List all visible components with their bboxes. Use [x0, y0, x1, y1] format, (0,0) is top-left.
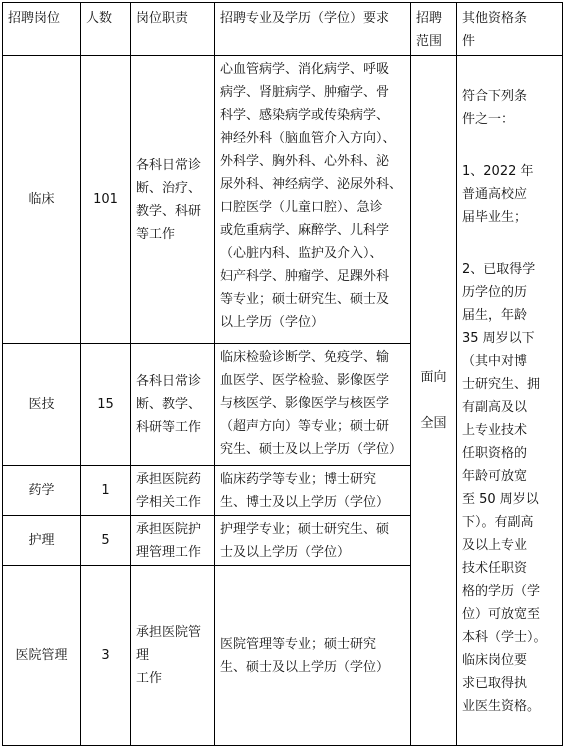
duties-cell: 承担医院护 理管理工作 [131, 516, 215, 566]
duties-cell: 各科日常诊 断、教学、 科研等工作 [131, 344, 215, 466]
count-cell: 3 [81, 566, 131, 746]
header-row [3, 3, 563, 56]
header-other: 其他资格条 件 [457, 3, 563, 56]
requirements-cell: 临床药学等专业；博士研究 生、博士及以上学历（学位） [215, 466, 411, 516]
count-cell: 101 [81, 56, 131, 344]
header-requirements: 招聘专业及学历（学位）要求 [215, 3, 411, 56]
requirements-cell: 护理学专业；硕士研究生、硕 士及以上学历（学位） [215, 516, 411, 566]
duties-cell: 承担医院管理 工作 [131, 566, 215, 746]
position-cell: 医院管理 [3, 566, 81, 746]
header-duties: 岗位职责 [131, 3, 215, 56]
scope-cell: 面向 全国 [411, 56, 457, 746]
other-intro: 符合下列条 件之一： [462, 89, 528, 127]
requirements-cell: 临床检验诊断学、免疫学、输 血医学、医学检验、影像医学 与核医学、影像医学与核医学 （超声方向）等专业；硕士研 究生、硕士及以上学历（学位） [215, 344, 411, 466]
duties-cell: 各科日常诊 断、治疗、 教学、科研 等工作 [131, 56, 215, 344]
header-scope: 招聘 范围 [411, 3, 457, 56]
other-conditions-cell [457, 56, 563, 746]
position-cell: 药学 [3, 466, 81, 516]
count-cell: 15 [81, 344, 131, 466]
position-cell: 临床 [3, 56, 81, 344]
position-cell: 医技 [3, 344, 81, 466]
table-row [3, 56, 563, 344]
position-cell: 护理 [3, 516, 81, 566]
recruitment-table [2, 2, 563, 746]
other-item-2: 2、已取得学 历学位的历 届生，年龄 35 周岁以下 （其中对博 士研究生、拥 有副高及以 上专业技术 任职资格的 年龄可放宽 至 50 周岁以 下）。有副高 及以上专业 技术任职资 格的学历（学 位）可放宽至 本科（学士）。 临床岗位要 求已取得执 业医生资格。 [462, 262, 547, 714]
duties-cell: 承担医院药 学相关工作 [131, 466, 215, 516]
requirements-cell: 医院管理等专业；硕士研究 生、硕士及以上学历（学位） [215, 566, 411, 746]
requirements-cell: 心血管病学、消化病学、呼吸 病学、肾脏病学、肿瘤学、骨 科学、感染病学或传染病学、 神经外科（脑血管介入方向）、 外科学、胸外科、心外科、泌 尿外科、神经病学、泌尿外科、 口腔医学（儿童口腔）、急诊 或危重病学、麻醉学、儿科学 （心脏内科、监护及介入）、 妇产科学、肿瘤学、足踝外科 等专业；硕士研究生、硕士及 以上学历（学位） [215, 56, 411, 344]
other-item-1: 1、2022 年 普通高校应 届毕业生； [462, 164, 534, 225]
count-cell: 5 [81, 516, 131, 566]
header-position: 招聘岗位 [3, 3, 81, 56]
header-count: 人数 [81, 3, 131, 56]
count-cell: 1 [81, 466, 131, 516]
